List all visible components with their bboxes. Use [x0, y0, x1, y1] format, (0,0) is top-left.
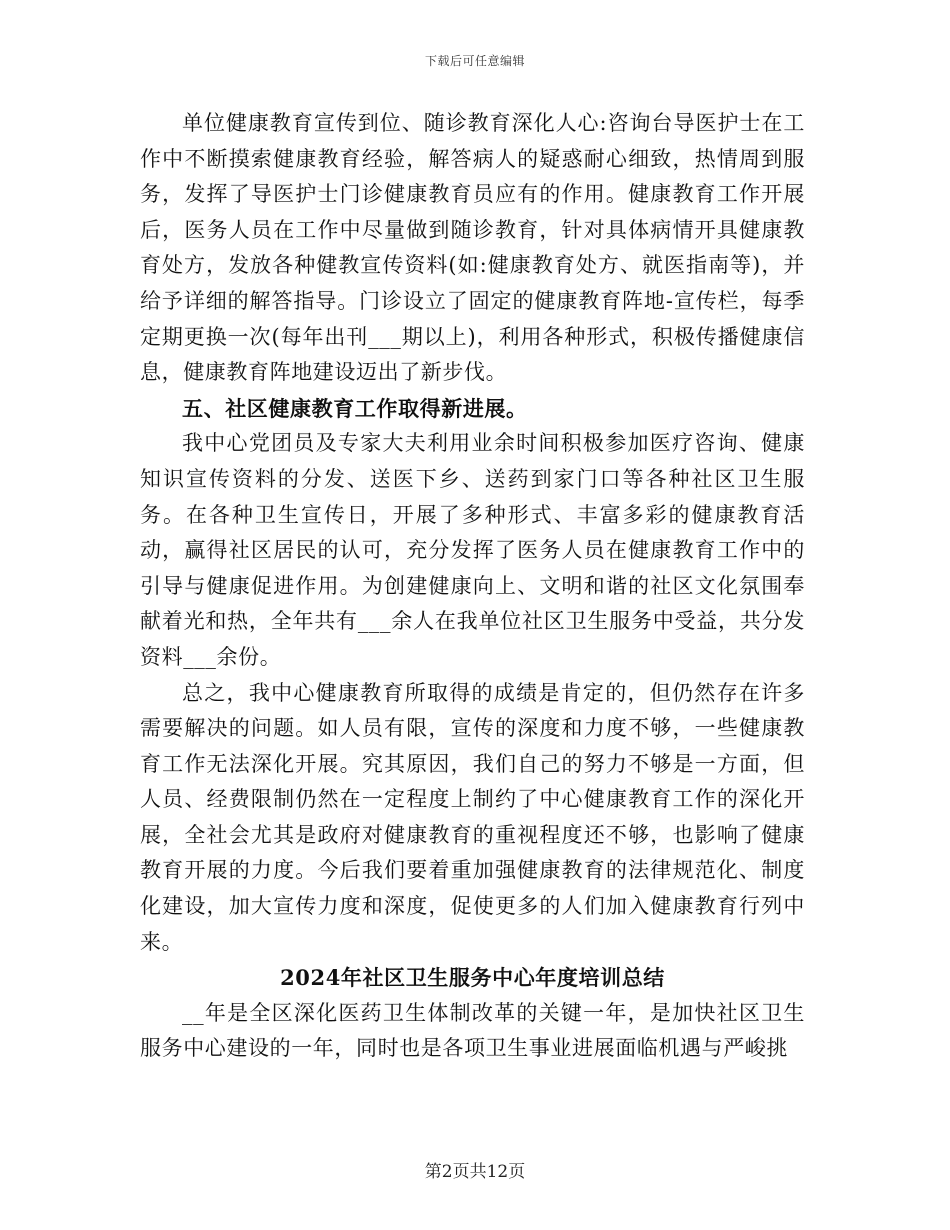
page-number: 第2页共12页 — [424, 1162, 526, 1182]
article-title: 2024年社区卫生服务中心年度培训总结 — [280, 965, 665, 991]
page-header-note: 下载后可任意编辑 — [424, 54, 525, 68]
body-paragraph: 总之，我中心健康教育所取得的成绩是肯定的，但仍然存在许多需要解决的问题。如人员有限，宣传的深度和力度不够，一些健康教育工作无法深化开展。究其原因，我们自己的努力不够是一方面，但人员、经费限制仍然在一定程度上制约了中心健康教育工作的深化开展，全社会尤其是政府对健康教育的重视程度还不够，也影响了健康教育开展的力度。今后我们要着重加强健康教育的法律规范化、制度化建设，加大宣传力度和深度，促使更多的人们加入健康教育行列中来。 — [140, 680, 805, 954]
body-paragraph: 我中心党团员及专家大夫利用业余时间积极参加医疗咨询、健康知识宣传资料的分发、送医下乡、送药到家门口等各种社区卫生服务。在各种卫生宣传日，开展了多种形式、丰富多彩的健康教育活动，赢得社区居民的认可，充分发挥了医务人员在健康教育工作中的引导与健康促进作用。为创建健康向上、文明和谐的社区文化氛围奉献着光和热，全年共有___余人在我单位社区卫生服务中受益，共分发资料___余份。 — [140, 431, 805, 669]
section-heading: 五、社区健康教育工作取得新进展。 — [182, 395, 528, 421]
body-paragraph: __年是全区深化医药卫生体制改革的关键一年，是加快社区卫生服务中心建设的一年，同时也是各项卫生事业进展面临机遇与严峻挑 — [140, 1000, 805, 1061]
body-paragraph: 单位健康教育宣传到位、随诊教育深化人心:咨询台导医护士在工作中不断摸索健康教育经验，解答病人的疑惑耐心细致，热情周到服务，发挥了导医护士门诊健康教育员应有的作用。健康教育工作开展后，医务人员在工作中尽量做到随诊教育，针对具体病情开具健康教育处方，发放各种健教宣传资料(如:健康教育处方、就医指南等)，并给予详细的解答指导。门诊设立了固定的健康教育阵地-宣传栏，每季定期更换一次(每年出刊___期以上)，利用各种形式，积极传播健康信息，健康教育阵地建设迈出了新步伐。 — [140, 111, 805, 385]
document-body — [140, 106, 805, 1067]
